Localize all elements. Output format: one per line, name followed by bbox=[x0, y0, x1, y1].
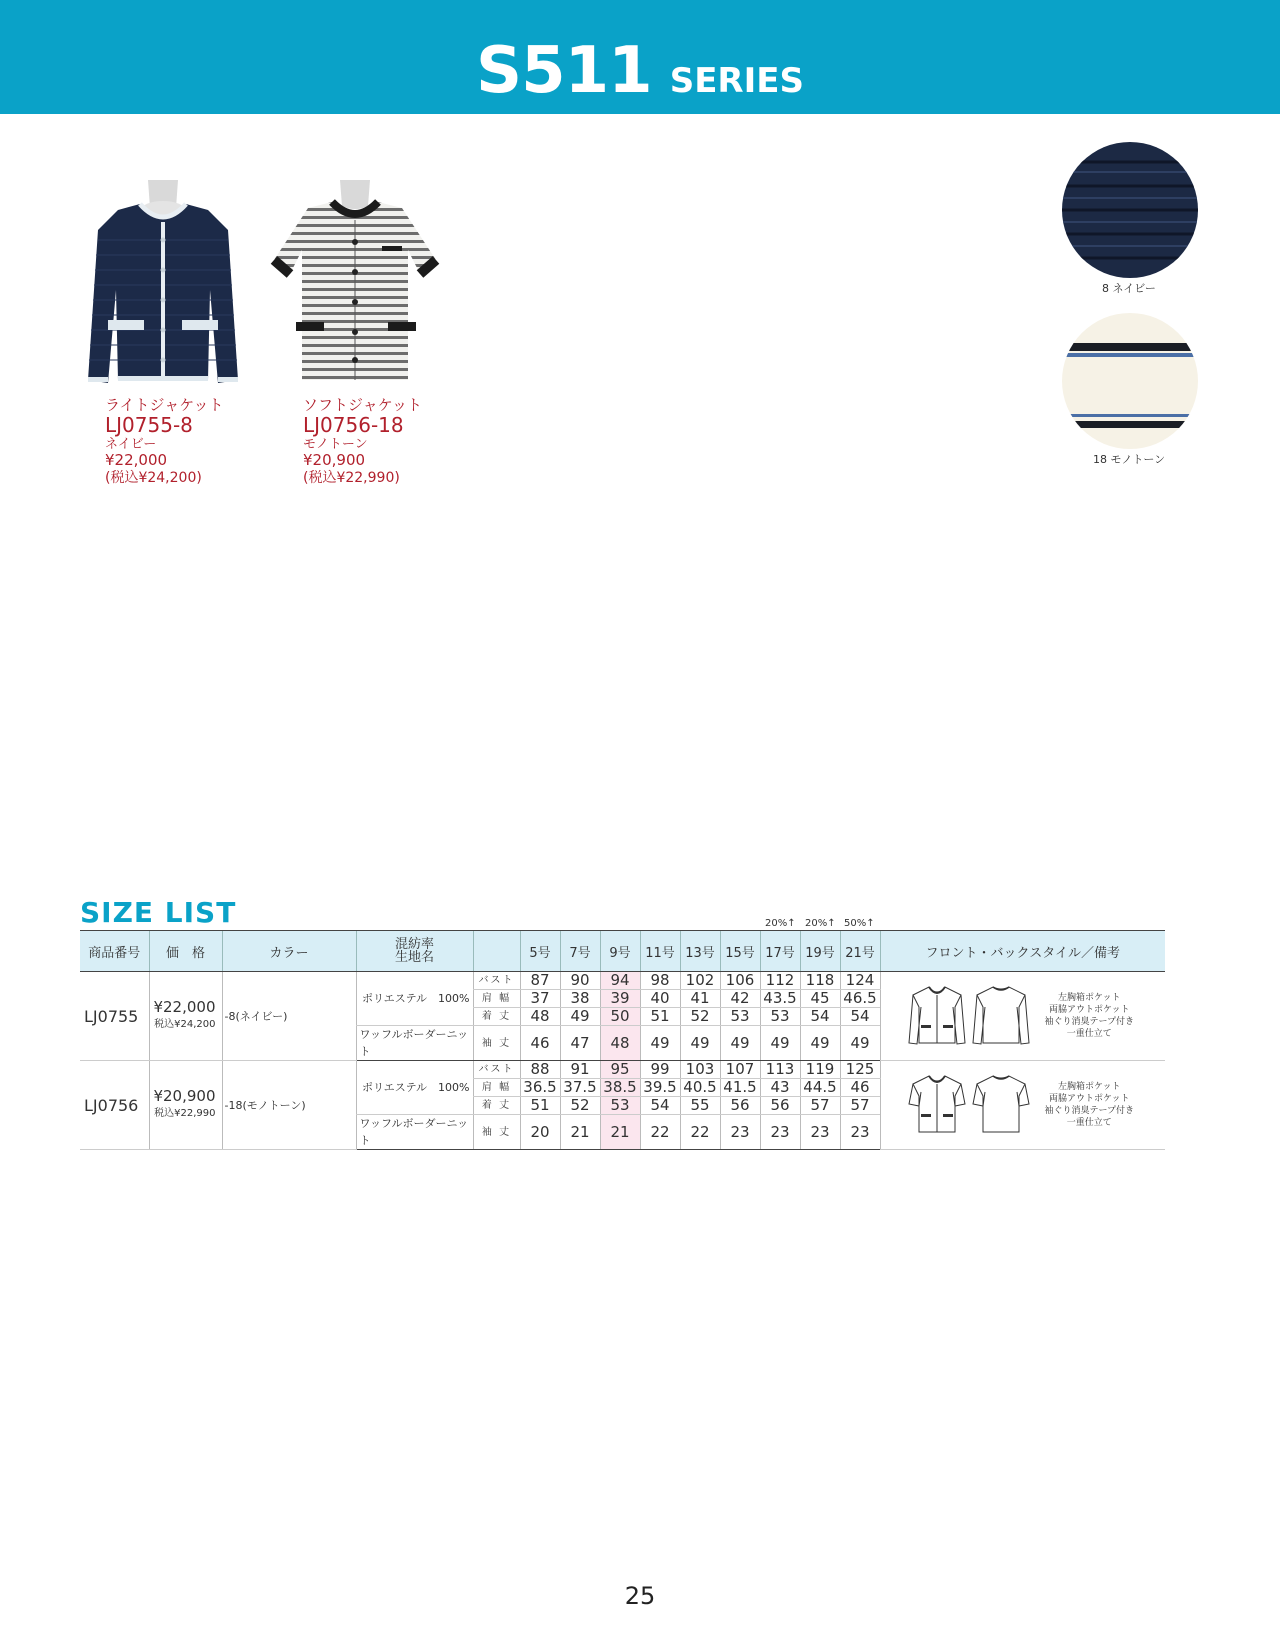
size-value: 56 bbox=[760, 1097, 800, 1115]
size-value: 50 bbox=[600, 1008, 640, 1026]
product-color: モノトーン bbox=[303, 436, 368, 452]
size-value: 23 bbox=[720, 1115, 760, 1150]
remark-line: 一重仕立て bbox=[1066, 1029, 1112, 1039]
size-value: 44.5 bbox=[800, 1079, 840, 1097]
size-value: 98 bbox=[640, 972, 680, 990]
size-value: 39.5 bbox=[640, 1079, 680, 1097]
header-size: 21号 bbox=[840, 931, 880, 972]
product-price: ¥22,000 bbox=[105, 451, 168, 470]
size-value: 46.5 bbox=[840, 990, 880, 1008]
style-cell bbox=[880, 1061, 1165, 1150]
size-value: 42 bbox=[720, 990, 760, 1008]
header-measure bbox=[473, 931, 520, 972]
fabric-cell: ポリエステル 100% bbox=[356, 1061, 473, 1115]
measure-label: バスト bbox=[473, 1061, 520, 1079]
size-row bbox=[80, 1061, 1165, 1079]
product-caption bbox=[105, 398, 265, 486]
price-cell bbox=[149, 972, 222, 1061]
size-value: 94 bbox=[600, 972, 640, 990]
size-value: 103 bbox=[680, 1061, 720, 1079]
size-value: 95 bbox=[600, 1061, 640, 1079]
product-code: LJ0756-18 bbox=[303, 412, 404, 437]
size-value: 91 bbox=[560, 1061, 600, 1079]
back-style-drawing bbox=[971, 1070, 1033, 1140]
size-value: 39 bbox=[600, 990, 640, 1008]
size-value: 52 bbox=[680, 1008, 720, 1026]
size-value: 51 bbox=[640, 1008, 680, 1026]
size-list-header-row bbox=[80, 931, 1165, 972]
product-caption bbox=[303, 398, 463, 486]
size-value: 40 bbox=[640, 990, 680, 1008]
size-value: 22 bbox=[680, 1115, 720, 1150]
size-value: 23 bbox=[800, 1115, 840, 1150]
size-value: 45 bbox=[800, 990, 840, 1008]
remarks bbox=[1045, 1081, 1135, 1129]
product-price: ¥20,900 bbox=[303, 451, 366, 470]
size-value: 90 bbox=[560, 972, 600, 990]
remark-line: 両脇アウトポケット bbox=[1049, 1005, 1130, 1015]
series-word: SERIES bbox=[669, 61, 804, 101]
navy-jacket-image bbox=[78, 180, 248, 395]
size-value: 43.5 bbox=[760, 990, 800, 1008]
size-value: 49 bbox=[560, 1008, 600, 1026]
tax-price-value: 税込¥22,990 bbox=[154, 1108, 216, 1119]
header-size: 5号 bbox=[520, 931, 560, 972]
size-value: 87 bbox=[520, 972, 560, 990]
product-color: ネイビー bbox=[105, 436, 157, 452]
size-value: 41.5 bbox=[720, 1079, 760, 1097]
size-value: 20 bbox=[520, 1115, 560, 1150]
price-value: ¥20,900 bbox=[153, 1087, 216, 1105]
measure-label: 着 丈 bbox=[473, 1097, 520, 1115]
size-value: 54 bbox=[800, 1008, 840, 1026]
size-value: 88 bbox=[520, 1061, 560, 1079]
color-cell: -8(ネイビー) bbox=[222, 972, 356, 1061]
header-code: 商品番号 bbox=[80, 931, 149, 972]
size-value: 41 bbox=[680, 990, 720, 1008]
size-value: 53 bbox=[600, 1097, 640, 1115]
size-value: 37 bbox=[520, 990, 560, 1008]
navy-swatch bbox=[1062, 142, 1198, 278]
size-value: 99 bbox=[640, 1061, 680, 1079]
monotone-swatch-label: 18 モノトーン bbox=[1093, 453, 1166, 466]
monotone-swatch bbox=[1062, 313, 1198, 449]
size-value: 57 bbox=[840, 1097, 880, 1115]
size-value: 106 bbox=[720, 972, 760, 990]
header-color: カラー bbox=[222, 931, 356, 972]
header-size: 19号 bbox=[800, 931, 840, 972]
size-value: 113 bbox=[760, 1061, 800, 1079]
fabric-cell: ポリエステル 100% bbox=[356, 972, 473, 1026]
measure-label: 袖 丈 bbox=[473, 1115, 520, 1150]
size-value: 102 bbox=[680, 972, 720, 990]
front-style-drawing bbox=[907, 981, 969, 1051]
size-value: 55 bbox=[680, 1097, 720, 1115]
size-value: 49 bbox=[760, 1026, 800, 1061]
page-number: 25 bbox=[624, 1582, 656, 1610]
size-value: 43 bbox=[760, 1079, 800, 1097]
price-cell bbox=[149, 1061, 222, 1150]
product-lj0756[interactable] bbox=[258, 180, 458, 487]
back-style-drawing bbox=[971, 981, 1033, 1051]
size-value: 23 bbox=[840, 1115, 880, 1150]
size-value: 124 bbox=[840, 972, 880, 990]
measure-label: 着 丈 bbox=[473, 1008, 520, 1026]
size-value: 125 bbox=[840, 1061, 880, 1079]
size-value: 107 bbox=[720, 1061, 760, 1079]
size-row bbox=[80, 972, 1165, 990]
size-value: 57 bbox=[800, 1097, 840, 1115]
size-value: 37.5 bbox=[560, 1079, 600, 1097]
fabric-name-cell: ワッフルボーダーニット bbox=[356, 1026, 473, 1061]
size-value: 56 bbox=[720, 1097, 760, 1115]
size-value: 21 bbox=[600, 1115, 640, 1150]
size-value: 49 bbox=[640, 1026, 680, 1061]
size-value: 48 bbox=[520, 1008, 560, 1026]
size-value: 36.5 bbox=[520, 1079, 560, 1097]
product-code: LJ0755-8 bbox=[105, 412, 193, 437]
size-value: 53 bbox=[760, 1008, 800, 1026]
header-size: 13号 bbox=[680, 931, 720, 972]
size-value: 46 bbox=[840, 1079, 880, 1097]
product-tax-price: (税込¥24,200) bbox=[105, 470, 202, 487]
style-cell bbox=[880, 972, 1165, 1061]
navy-swatch-label: 8 ネイビー bbox=[1102, 282, 1156, 295]
size-value: 119 bbox=[800, 1061, 840, 1079]
measure-label: 肩 幅 bbox=[473, 1079, 520, 1097]
header-size: 17号 bbox=[760, 931, 800, 972]
header-size: 11号 bbox=[640, 931, 680, 972]
remark-line: 袖ぐり消臭テープ付き bbox=[1044, 1106, 1135, 1116]
size-value: 49 bbox=[720, 1026, 760, 1061]
size-value: 118 bbox=[800, 972, 840, 990]
tax-price-value: 税込¥24,200 bbox=[154, 1019, 216, 1030]
size-value: 38 bbox=[560, 990, 600, 1008]
size-value: 49 bbox=[800, 1026, 840, 1061]
header-style: フロント・バックスタイル／備考 bbox=[880, 931, 1165, 972]
size-value: 23 bbox=[760, 1115, 800, 1150]
header-size: 9号 bbox=[600, 931, 640, 972]
remarks bbox=[1045, 992, 1135, 1040]
size-value: 54 bbox=[840, 1008, 880, 1026]
product-name: ライトジャケット bbox=[105, 396, 224, 414]
product-code-cell: LJ0755 bbox=[80, 972, 149, 1061]
price-value: ¥22,000 bbox=[153, 998, 216, 1016]
size-value: 54 bbox=[640, 1097, 680, 1115]
series-banner bbox=[0, 0, 1280, 114]
size-value: 22 bbox=[640, 1115, 680, 1150]
remark-line: 左胸箱ポケット bbox=[1058, 1082, 1121, 1092]
series-title bbox=[0, 34, 1280, 108]
size-note-21: 50%↑ bbox=[844, 918, 875, 929]
header-fabric-line2: 生地名 bbox=[394, 950, 434, 965]
remark-line: 一重仕立て bbox=[1066, 1118, 1112, 1128]
remark-line: 両脇アウトポケット bbox=[1049, 1094, 1130, 1104]
product-code-cell: LJ0756 bbox=[80, 1061, 149, 1150]
size-value: 49 bbox=[680, 1026, 720, 1061]
remark-line: 左胸箱ポケット bbox=[1058, 993, 1121, 1003]
color-cell: -18(モノトーン) bbox=[222, 1061, 356, 1150]
remark-line: 袖ぐり消臭テープ付き bbox=[1044, 1017, 1135, 1027]
front-style-drawing bbox=[907, 1070, 969, 1140]
size-list-table bbox=[80, 930, 1165, 1150]
fabric-name-cell: ワッフルボーダーニット bbox=[356, 1115, 473, 1150]
header-size: 7号 bbox=[560, 931, 600, 972]
size-list-body bbox=[80, 972, 1165, 1150]
size-value: 49 bbox=[840, 1026, 880, 1061]
size-note-19: 20%↑ bbox=[805, 918, 836, 929]
size-note-17: 20%↑ bbox=[765, 918, 796, 929]
monotone-jacket-image bbox=[258, 180, 448, 390]
measure-label: 肩 幅 bbox=[473, 990, 520, 1008]
size-value: 46 bbox=[520, 1026, 560, 1061]
size-value: 53 bbox=[720, 1008, 760, 1026]
size-value: 38.5 bbox=[600, 1079, 640, 1097]
series-code: S511 bbox=[476, 34, 652, 108]
header-price: 価 格 bbox=[149, 931, 222, 972]
size-value: 52 bbox=[560, 1097, 600, 1115]
monotone-swatch-texture bbox=[1062, 313, 1198, 449]
measure-label: バスト bbox=[473, 972, 520, 990]
navy-swatch-texture bbox=[1062, 142, 1198, 278]
header-size: 15号 bbox=[720, 931, 760, 972]
measure-label: 袖 丈 bbox=[473, 1026, 520, 1061]
header-fabric-line1: 混紡率 bbox=[394, 937, 434, 952]
size-value: 21 bbox=[560, 1115, 600, 1150]
size-value: 47 bbox=[560, 1026, 600, 1061]
size-value: 48 bbox=[600, 1026, 640, 1061]
size-value: 51 bbox=[520, 1097, 560, 1115]
size-value: 40.5 bbox=[680, 1079, 720, 1097]
product-lj0755[interactable] bbox=[78, 180, 248, 487]
product-name: ソフトジャケット bbox=[303, 396, 422, 414]
size-list-title: SIZE LIST bbox=[80, 896, 237, 929]
product-tax-price: (税込¥22,990) bbox=[303, 470, 400, 487]
size-value: 112 bbox=[760, 972, 800, 990]
header-fabric bbox=[356, 931, 473, 972]
